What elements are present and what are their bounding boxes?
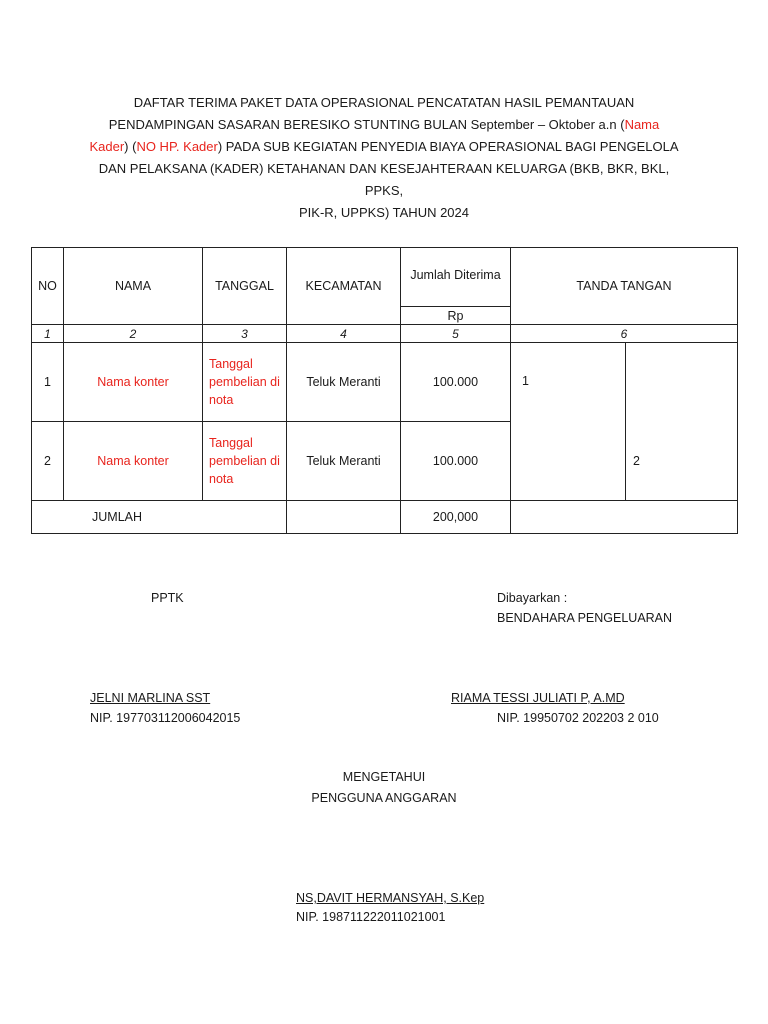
- row-nama: Nama konter: [64, 343, 203, 422]
- row-nama: Nama konter: [64, 422, 203, 501]
- known-name: NS,DAVIT HERMANSYAH, S.Kep: [296, 891, 485, 905]
- title-line-2: [80, 114, 688, 136]
- pptk-nip: NIP. 197703112006042015: [90, 711, 241, 725]
- title-text: ) PADA SUB KEGIATAN PENYEDIA BIAYA OPERASIONAL BAGI PENGELOLA: [217, 139, 679, 154]
- column-number: 5: [401, 325, 511, 343]
- title-line-5: PIK-R, UPPKS) TAHUN 2024: [298, 205, 469, 220]
- signature-divider: [625, 343, 626, 500]
- known-nip: NIP. 198711222011021001: [296, 910, 446, 924]
- total-row: [32, 501, 738, 534]
- total-empty: [287, 501, 401, 534]
- title-placeholder-hp: NO HP. Kader: [136, 139, 218, 154]
- total-label: JUMLAH: [32, 501, 287, 534]
- title-placeholder-nama: Nama: [624, 117, 660, 132]
- total-value: 200,000: [401, 501, 511, 534]
- title-text: ) (: [124, 139, 137, 154]
- header-nama: NAMA: [64, 248, 203, 325]
- known-role: PENGGUNA ANGGARAN: [311, 791, 457, 805]
- known-label: MENGETAHUI: [342, 770, 426, 784]
- column-number: 3: [203, 325, 287, 343]
- total-signature-empty: [511, 501, 738, 534]
- header-rp: Rp: [401, 307, 511, 325]
- paid-label: Dibayarkan :: [497, 591, 568, 605]
- row-jumlah: 100.000: [401, 422, 511, 501]
- paid-name: RIAMA TESSI JULIATI P, A.MD: [451, 691, 625, 705]
- header-jumlah: Jumlah Diterima: [401, 248, 511, 307]
- pptk-name: JELNI MARLINA SST: [90, 691, 211, 705]
- pptk-label: PPTK: [151, 591, 184, 605]
- column-number: 6: [511, 325, 738, 343]
- column-number: 2: [64, 325, 203, 343]
- paid-nip: NIP. 19950702 202203 2 010: [497, 711, 659, 725]
- row-no: 2: [32, 422, 64, 501]
- header-no: NO: [32, 248, 64, 325]
- header-kecamatan: KECAMATAN: [287, 248, 401, 325]
- row-kecamatan: Teluk Meranti: [287, 422, 401, 501]
- row-kecamatan: Teluk Meranti: [287, 343, 401, 422]
- header-tanggal: TANGGAL: [203, 248, 287, 325]
- row-tanggal: Tanggal pembelian di nota: [203, 343, 287, 422]
- row-no: 1: [32, 343, 64, 422]
- column-number: 1: [32, 325, 64, 343]
- table-row: [32, 343, 738, 422]
- title-placeholder-kader: Kader: [89, 139, 125, 154]
- title-line-3: [80, 136, 688, 158]
- title-line-1: DAFTAR TERIMA PAKET DATA OPERASIONAL PENCATATAN HASIL PEMANTAUAN: [133, 95, 635, 110]
- column-number: 4: [287, 325, 401, 343]
- header-tanda-tangan: TANDA TANGAN: [511, 248, 738, 325]
- row-jumlah: 100.000: [401, 343, 511, 422]
- document-title: [80, 92, 688, 224]
- title-text: PENDAMPINGAN SASARAN BERESIKO STUNTING BULAN September – Oktober a.n (: [108, 117, 625, 132]
- paid-role: BENDAHARA PENGELUARAN: [497, 611, 673, 625]
- row-tanggal: Tanggal pembelian di nota: [203, 422, 287, 501]
- signature-number-2: 2: [633, 454, 640, 468]
- title-line-4: DAN PELAKSANA (KADER) KETAHANAN DAN KESEJAHTERAAN KELUARGA (BKB, BKR, BKL, PPKS,: [98, 161, 670, 198]
- signature-area: [511, 343, 738, 501]
- signature-number-1: 1: [522, 374, 529, 388]
- receipt-table: [31, 247, 738, 534]
